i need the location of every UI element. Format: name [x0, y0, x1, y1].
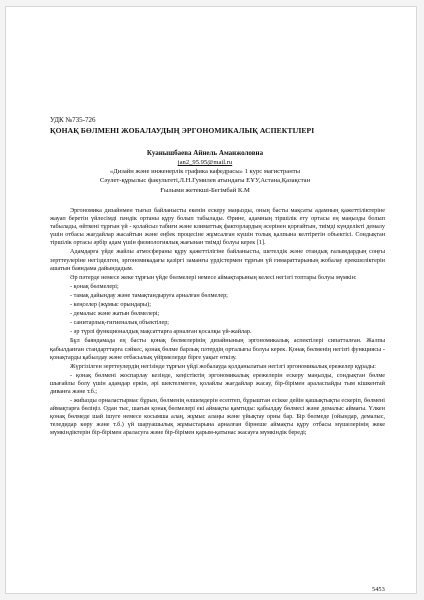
- body-paragraph: Әр пәтерде немесе жеке тұрғын үйде бөлмелері немесе аймақтарының келесі негізгі топтары болуы мүмкін:: [70, 273, 357, 281]
- body-paragraph: - жиһазды орналастырмас бұрын, бөлменің өлшемдерін есептеп, бұрыштан есікке дейін қашықтықты ескеріп, бөлмені аймақтарға бөліңіз. Одан тыс, шағын қонақ бөлмелері екі аймақты қамтиды: қабылдау бөлмесі және демалыс аймағы. Үлкен қонақ бөлмеде шай ішуге немесе косымша алаң, жұмыс алаңы және үйықтау орны бар. Бір бөлмеде (ойындар, демалыс, теледидар көру және т.б.) үй шаруашылық жұмыстарына арналған бірнеше аймақты құру отбасы мүшелерінің жеке мүмкіндіктерін бір-бірімен араласуға және бір-бірімен қарым-қатынас жасауға мүмкіндік береді;: [50, 397, 385, 437]
- affiliation-line-1: «Дизайн және инженерлік графика кафедрасы» 1 курс магистранты: [109, 168, 301, 175]
- list-item: - демалыс және жатын бөлмелері;: [70, 310, 160, 318]
- paper-body: [50, 207, 385, 439]
- udk-code: УДК №735-726: [50, 116, 96, 124]
- paper-title: ҚОНАҚ БӨЛМЕНІ ЖОБАЛАУДЫҢ ЭРГОНОМИКАЛЫҚ АСПЕКТІЛЕРІ: [50, 126, 315, 135]
- author-email[interactable]: jan2_95.95@mail.ru: [177, 159, 233, 166]
- list-item: - кеңселер (жұмыс орындары);: [70, 301, 151, 309]
- body-paragraph: Бұл баяндамада ең басты қонақ бөлмелерінің дизайнының эргономикалық аспектілері сипатталған. Жалпы қабылданған стандарттарға сәйкес, қонақ бөлме барлық пәтердің орталығы болуы керек. Қонақ бөлменің негізгі функциясы - қонақтарды қабылдау және отбасылық үйірмелерде бірге уақыт өткізу.: [50, 337, 385, 361]
- body-paragraph: Эргономика дизайнмен тығыз байланысты екенін ескеру маңызды, оның басты мақсаты адамның қажеттіліктеріне жауап беретін үйлесімді пәндік ортаны құру болып табылады. Өрине, адамның тіршілік ету ортасы ең маңызды болып табылады, өйткені тұрғын үй - қолайсыз табиғи және климаттық факторлардың әсерінен қорғайтын, тиімді күнделікті демалу үшін отбасы жағдайлар жасайтын және еңбек процесіне жұмсалған күшін толық қалпына келтіретін объектісі. Сондықтан тіршілік ортасы әрбір адам үшін физиологиялық жағынан тиімді болуы керек [1].: [50, 207, 385, 247]
- supervisor-line: Ғылыми жетекші-Бегімбай К.М: [160, 187, 250, 194]
- affiliation-line-2: Сәулет-құрылыс факультеті,Л.Н.Гумилев атындағы ЕҰУ,Астана,Қазақстан: [99, 177, 311, 184]
- page-number: 5453: [372, 586, 385, 593]
- list-item: - тамақ дайындау және тамақтандыруға арналған бөлмелер;: [70, 291, 228, 299]
- body-paragraph: - қонақ бөлмені жоспарлау кезінде, кеңістіктің эргономикалық ережелерін ескеру маңызды, сондықтан бөлме шығайлы болу үшін адамдар еркін, әрі шектелмеген, қолайлы жағдайлар жасау, бір-бірімен араласпайды тым кішкентай диванға және т.б.;: [50, 371, 385, 395]
- list-item: - қонақ бөлмелері;: [70, 282, 119, 290]
- list-item: - әр түрлі функционалдық мақсаттарға арналған қосалқы үй-жайлар.: [70, 328, 252, 336]
- body-paragraph: Жүргізілген зерттеулердің негізінде тұрғын үйді жобалауда қолданылатын негізгі эргономикалық ережелер құрады:: [70, 362, 376, 370]
- list-item: - санитарлық-гигиеналық объектілер;: [70, 319, 170, 327]
- body-paragraph: Адамдарға үйде жайлы атмосфераны құру қажеттілігіне байланысты, шетелдік және отандық ғалымдардың соңғы зерттеулеріне негізделген, эргономикадағы қазіргі заманғы үрдістермен тұрғын үй ғимараттарының жобалау ерекшеліктерін ашатын баяндама дайындадым.: [50, 248, 385, 272]
- author-name: Куанышбаева Айнель Аманжоловна: [146, 149, 264, 157]
